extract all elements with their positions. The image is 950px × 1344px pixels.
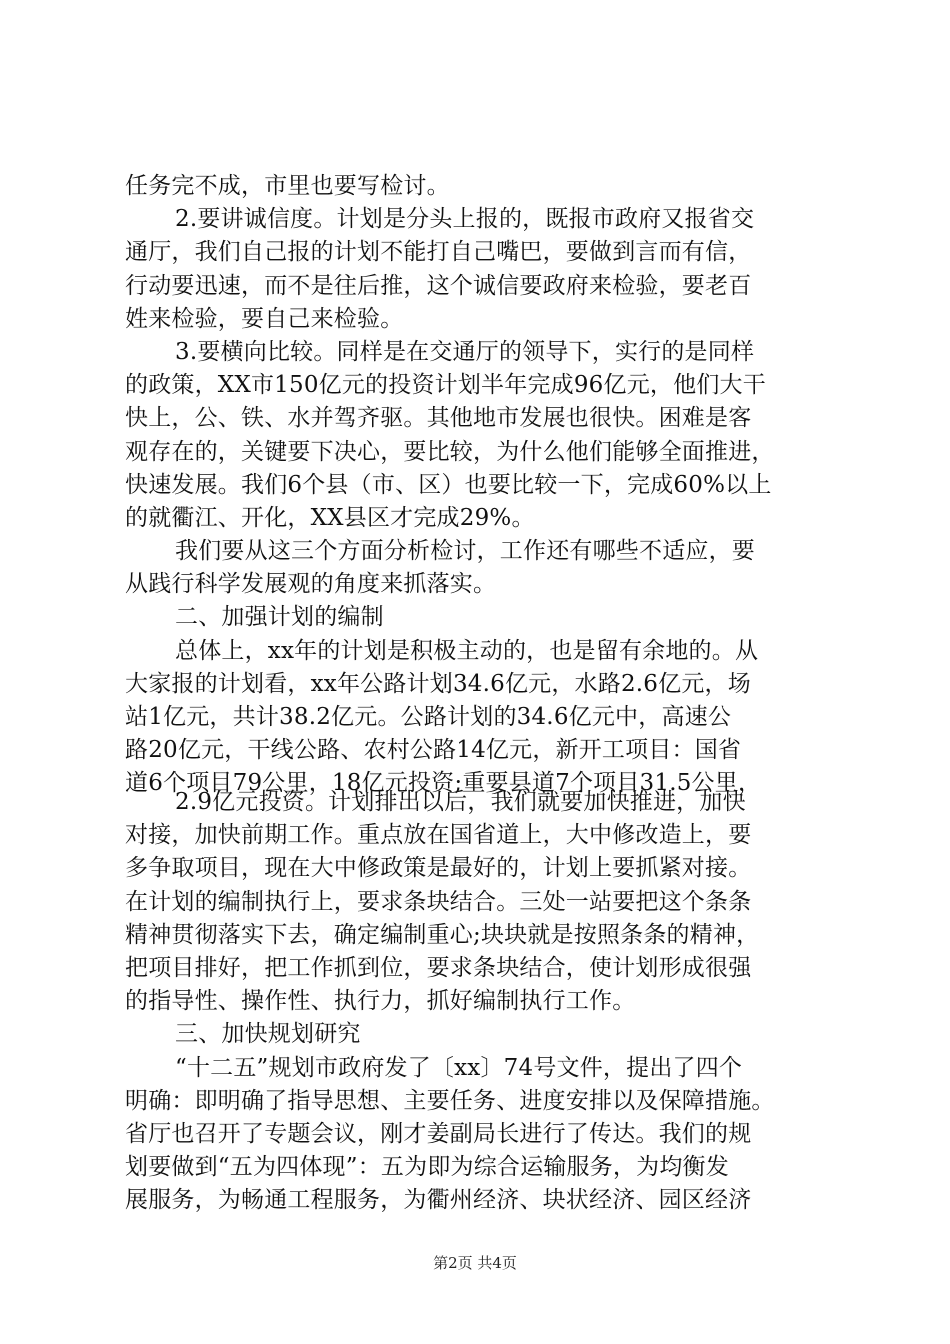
text-line: 任务完不成，市里也要写检讨。	[125, 173, 450, 199]
text-line: 二、加强计划的编制	[175, 604, 384, 631]
text-line: 路20亿元，干线公路、农村公路14亿元，新开工项目：国省	[125, 737, 742, 764]
text-line: 通厅，我们自己报的计划不能打自己嘴巴，要做到言而有信，	[125, 239, 752, 266]
text-line: 三、加快规划研究	[175, 1021, 361, 1048]
text-line: 的指导性、操作性、执行力，抓好编制执行工作。	[125, 988, 636, 1015]
text-line: 2.要讲诚信度。计划是分头上报的，既报市政府又报省交	[175, 206, 755, 233]
text-line: 我们要从这三个方面分析检讨，工作还有哪些不适应，要	[175, 538, 755, 565]
text-line: 在计划的编制执行上，要求条块结合。三处一站要把这个条条	[125, 888, 752, 915]
text-line: 从践行科学发展观的角度来抓落实。	[125, 571, 497, 598]
text-line: 把项目排好，把工作抓到位，要求条块结合，使计划形成很强	[125, 954, 752, 981]
text-line: 展服务，为畅通工程服务，为衢州经济、块状经济、园区经济	[125, 1187, 752, 1214]
text-line: 大家报的计划看，xx年公路计划34.6亿元，水路2.6亿元，场	[125, 670, 751, 697]
text-line: 划要做到“五为四体现”：五为即为综合运输服务，为均衡发	[125, 1154, 729, 1181]
text-line: “十二五”规划市政府发了〔xx〕74号文件，提出了四个	[175, 1054, 743, 1081]
text-line: 多争取项目，现在大中修政策是最好的，计划上要抓紧对接。	[125, 855, 752, 882]
text-line: 行动要迅速，而不是往后推，这个诚信要政府来检验，要老百	[125, 272, 752, 299]
text-line: 观存在的，关键要下决心，要比较，为什么他们能够全面推进，	[125, 438, 775, 465]
text-line: 的政策，XX市150亿元的投资计划半年完成96亿元，他们大干	[125, 372, 766, 399]
text-line: 2.9亿元投资。计划排出以后，我们就要加快推进，加快	[175, 789, 746, 815]
text-line: 道6个项目79公里，18亿元投资;重要县道7个项目31.5公里，	[125, 770, 762, 797]
page-footer: 第2页 共4页	[433, 1254, 517, 1272]
text-line: 明确：即明确了指导思想、主要任务、进度安排以及保障措施。	[125, 1087, 775, 1114]
text-section-top	[125, 170, 837, 801]
text-line: 精神贯彻落实下去，确定编制重心;块块就是按照条条的精神，	[125, 921, 760, 948]
text-line: 省厅也召开了专题会议，刚才姜副局长进行了传达。我们的规	[125, 1120, 752, 1147]
text-line: 总体上，xx年的计划是积极主动的，也是留有余地的。从	[175, 637, 759, 664]
text-line: 的就衢江、开化，XX县区才完成29%。	[125, 504, 535, 531]
text-line: 快速发展。我们6个县（市、区）也要比较一下，完成60%以上	[125, 471, 772, 498]
text-line: 姓来检验，要自己来检验。	[125, 305, 404, 332]
text-section-bottom	[125, 786, 837, 1217]
text-line: 3.要横向比较。同样是在交通厅的领导下，实行的是同样	[175, 338, 755, 365]
text-line: 快上，公、铁、水并驾齐驱。其他地市发展也很快。困难是客	[125, 405, 752, 432]
text-line: 对接，加快前期工作。重点放在国省道上，大中修改造上，要	[125, 822, 752, 849]
text-line: 站1亿元，共计38.2亿元。公路计划的34.6亿元中，高速公	[125, 704, 732, 730]
